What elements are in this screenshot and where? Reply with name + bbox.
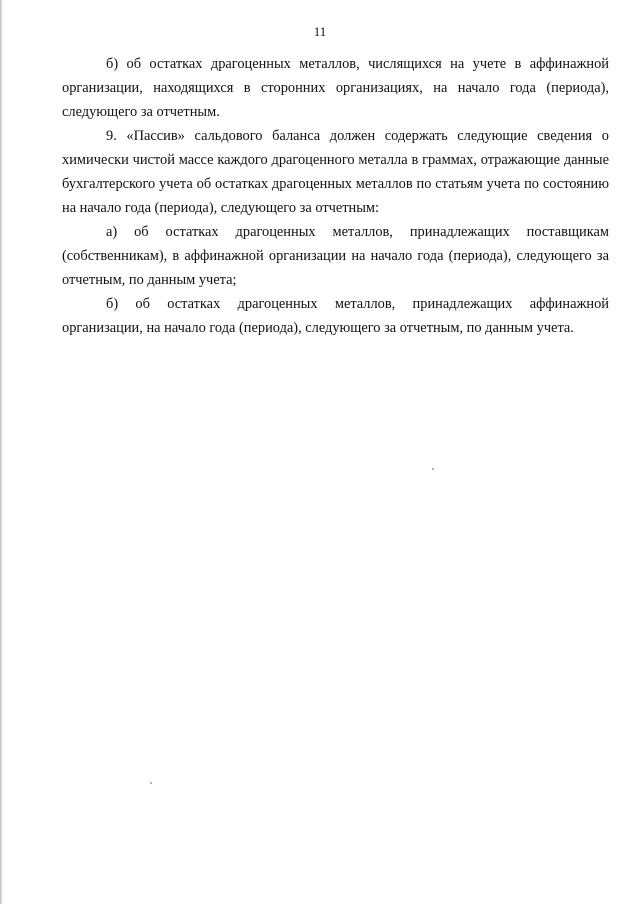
scan-speck (432, 468, 434, 470)
document-body (62, 52, 609, 340)
paragraph-9-passive-balance: 9. «Пассив» сальдового баланса должен содержать следующие сведения о химически чистой массе каждого драгоценного металла в граммах, отражающие данные бухгалтерского учета об остатках драгоценных металлов по статьям учета по состоянию на начало года (периода), следующего за отчетным: (62, 128, 609, 216)
paragraph-a-suppliers: а) об остатках драгоценных металлов, принадлежащих поставщикам (собственникам), в аффинажной организации на начало года (периода), следующего за отчетным, по данным учета; (62, 224, 609, 288)
scan-speck (150, 782, 152, 784)
paragraph-b-other-organizations: б) об остатках драгоценных металлов, числящихся на учете в аффинажной организации, находящихся в сторонних организациях, на начало года (периода), следующего за отчетным. (62, 56, 609, 120)
paragraph-b-refining-organization: б) об остатках драгоценных металлов, принадлежащих аффинажной организации, на начало года (периода), следующего за отчетным, по данным учета. (62, 296, 609, 336)
page-number: 11 (313, 24, 327, 39)
scan-edge-shadow (0, 0, 3, 904)
